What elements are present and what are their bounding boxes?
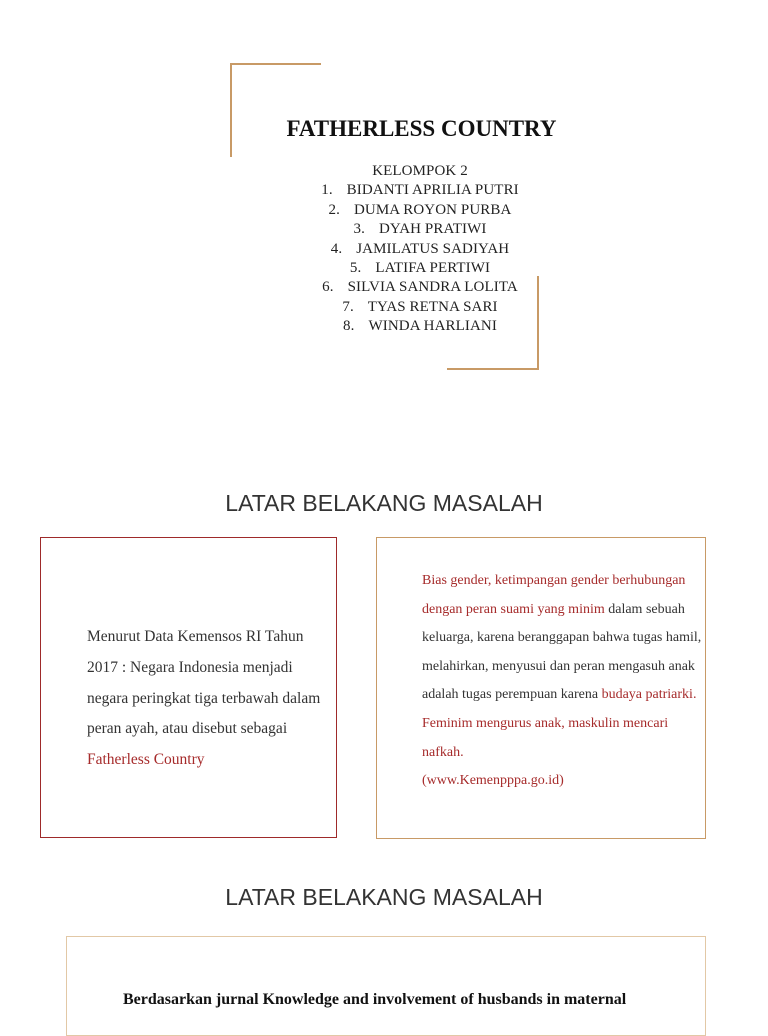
- list-number: 3.: [353, 221, 365, 238]
- list-number: 4.: [330, 240, 343, 257]
- decor-bracket-top-left: [230, 63, 321, 65]
- member-name: WINDA HARLIANI: [368, 318, 497, 335]
- member-name: TYAS RETNA SARI: [367, 298, 498, 315]
- list-number: 6.: [322, 279, 334, 296]
- bottom-content-box: [66, 936, 706, 1036]
- member-name: DUMA ROYON PURBA: [353, 201, 512, 218]
- right-box-body: dalam sebuah keluarga, karena beranggapan bahwa tugas hamil, melahirkan, menyusui dan peran mengasuh anak adalah tugas perempuan karena: [422, 601, 702, 703]
- right-box-text: [422, 567, 704, 796]
- member-name: LATIFA PERTIWI: [375, 260, 491, 277]
- left-box-body: Menurut Data Kemensos RI Tahun 2017 : Negara Indonesia menjadi negara peringkat tiga terbawah dalam peran ayah, atau disebut sebagai: [87, 628, 321, 738]
- left-box-highlight: Fatherless Country: [87, 751, 205, 769]
- list-number: 1.: [321, 182, 333, 199]
- list-item: [230, 298, 610, 317]
- member-name: BIDANTI APRILIA PUTRI: [346, 182, 519, 199]
- list-number: 5.: [349, 260, 362, 277]
- left-box-text: [87, 622, 332, 776]
- cover-title: FATHERLESS COUNTRY: [286, 116, 557, 141]
- list-number: 8.: [343, 318, 355, 335]
- decor-bracket-top-left-vertical: [230, 63, 232, 157]
- list-item: [230, 201, 610, 220]
- right-content-box: [376, 537, 706, 839]
- list-number: 7.: [342, 298, 354, 315]
- group-label: KELOMPOK 2: [372, 163, 468, 179]
- right-box-red-2: budaya patriarki. Feminim mengurus anak, maskulin mencari nafkah.: [422, 687, 697, 760]
- list-number: 2.: [328, 201, 340, 218]
- member-name: DYAH PRATIWI: [379, 221, 487, 238]
- list-item: [230, 181, 610, 200]
- right-box-red-1: Bias gender, ketimpangan gender berhubungan dengan peran suami yang minim: [422, 573, 686, 617]
- member-name: SILVIA SANDRA LOLITA: [347, 279, 518, 296]
- list-item: [230, 259, 610, 278]
- left-content-box: [40, 537, 337, 838]
- decor-bracket-bottom-right: [447, 368, 539, 370]
- member-name: JAMILATUS SADIYAH: [356, 240, 510, 257]
- list-item: [230, 220, 610, 239]
- right-box-source: (www.Kemenpppa.go.id): [422, 773, 564, 789]
- section-heading: LATAR BELAKANG MASALAH: [225, 490, 543, 516]
- list-item: [230, 278, 610, 297]
- section-heading-2: LATAR BELAKANG MASALAH: [225, 884, 543, 910]
- list-item: [230, 240, 610, 259]
- list-item: [230, 317, 610, 336]
- member-list: [230, 162, 610, 337]
- bottom-box-text: Berdasarkan jurnal Knowledge and involvement of husbands in maternal: [123, 991, 627, 1008]
